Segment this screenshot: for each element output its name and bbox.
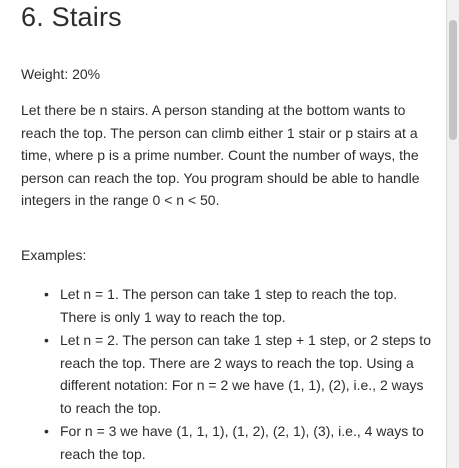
list-item — [44, 283, 432, 328]
page-title: 6. Stairs — [21, 2, 122, 32]
scrollbar[interactable] — [447, 0, 459, 468]
example-text: Let n = 1. The person can take 1 step to reach the top. There is only 1 way to reach the top. — [60, 286, 398, 325]
scrollbar-thumb[interactable] — [449, 20, 457, 140]
bullet-icon: • — [44, 423, 49, 439]
bullet-icon: • — [44, 332, 49, 348]
examples-heading: Examples: — [21, 247, 87, 263]
bullet-icon: • — [44, 286, 49, 302]
problem-description: Let there be n stairs. A person standing at the bottom wants to reach the top. The person can climb either 1 stair or p stairs at a time, where p is a prime number. Count the number of ways, the person can reach the top. You program should be able to handle integers in the range 0 < n < 50. — [21, 102, 420, 208]
examples-list — [28, 283, 432, 466]
example-text: For n = 3 we have (1, 1, 1), (1, 2), (2, 1), (3), i.e., 4 ways to reach the top. — [60, 423, 424, 462]
list-item — [44, 329, 432, 419]
example-text: Let n = 2. The person can take 1 step + 1 step, or 2 steps to reach the top. There are 2 ways to reach the top. Using a different notation: For n = 2 we have (1, 1), (2), i.e., 2 ways to reach the top. — [60, 332, 431, 416]
weight-text: Weight: 20% — [21, 66, 101, 82]
list-item — [44, 420, 432, 465]
